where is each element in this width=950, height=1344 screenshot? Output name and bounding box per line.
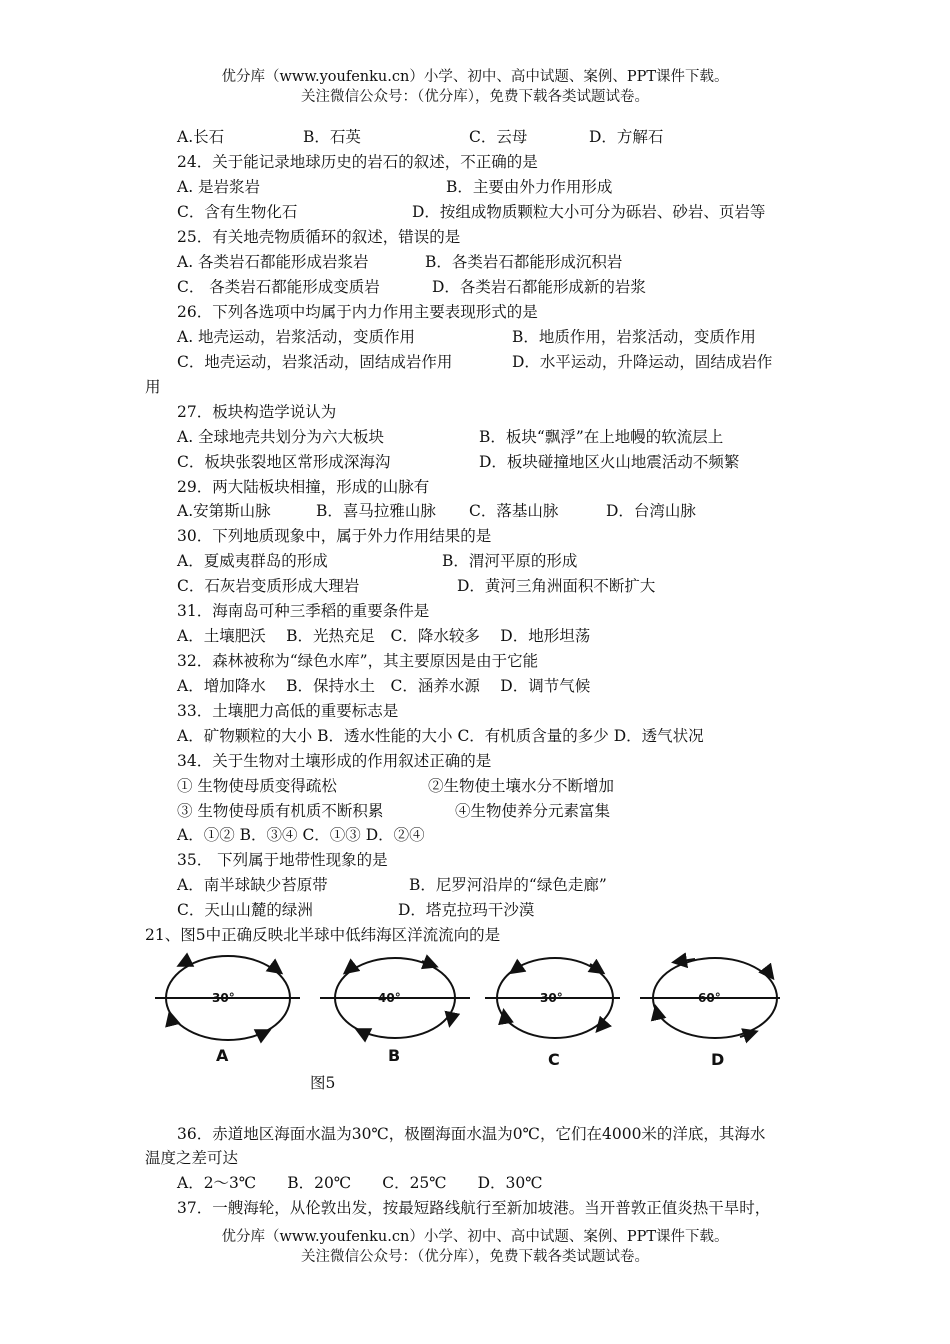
figure-caption: 图5 bbox=[310, 1074, 336, 1092]
statement-line: ③ 生物使母质有机质不断积累 bbox=[177, 802, 384, 820]
question-stem: 33．土壤肥力高低的重要标志是 bbox=[177, 702, 399, 720]
option-line: B．渭河平原的形成 bbox=[442, 552, 578, 570]
option-line: C．落基山脉 bbox=[469, 502, 559, 520]
option-line: D．黄河三角洲面积不断扩大 bbox=[457, 577, 656, 595]
footer-line-1: 优分库（www.youfenku.cn）小学、初中、高中试题、案例、PPT课件下载。 bbox=[221, 1229, 729, 1245]
header-line-1: 优分库（www.youfenku.cn）小学、初中、高中试题、案例、PPT课件下载。 bbox=[221, 69, 729, 85]
option-line: A．矿物颗粒的大小 B．透水性能的大小 C．有机质含量的多少 D．透气状况 bbox=[177, 727, 704, 745]
panel-label: D bbox=[711, 1050, 725, 1069]
question-stem: 31．海南岛可种三季稻的重要条件是 bbox=[177, 602, 430, 620]
ocean-current-figure bbox=[150, 952, 810, 1072]
option-line: B．主要由外力作用形成 bbox=[446, 178, 613, 196]
option-line: C．云母 bbox=[469, 128, 528, 146]
option-line-wrap: 用 bbox=[145, 378, 161, 396]
option-line: C． 各类岩石都能形成变质岩 bbox=[177, 278, 380, 296]
option-line: B．板块“飘浮”在上地幔的软流层上 bbox=[479, 428, 724, 446]
option-line: B．各类岩石都能形成沉积岩 bbox=[425, 253, 623, 271]
option-line: D．台湾山脉 bbox=[606, 502, 696, 520]
question-stem: 35． 下列属于地带性现象的是 bbox=[177, 851, 388, 869]
statement-line: ① 生物使母质变得疏松 bbox=[177, 777, 337, 795]
option-line: B．喜马拉雅山脉 bbox=[316, 502, 436, 520]
option-line: B．石英 bbox=[303, 128, 361, 146]
option-line: A. 全球地壳共划分为六大板块 bbox=[177, 428, 385, 446]
option-line: B．地质作用，岩浆活动，变质作用 bbox=[512, 328, 756, 346]
option-line: A. 地壳运动，岩浆活动，变质作用 bbox=[177, 328, 416, 346]
option-line: A．增加降水 B．保持水土 C．涵养水源 D．调节气候 bbox=[177, 677, 591, 695]
question-stem: 27．板块构造学说认为 bbox=[177, 403, 337, 421]
panel-label: A bbox=[216, 1046, 229, 1065]
header-line-2: 关注微信公众号：（优分库），免费下载各类试题试卷。 bbox=[301, 89, 649, 105]
question-stem: 24．关于能记录地球历史的岩石的叙述，不正确的是 bbox=[177, 153, 538, 171]
question-stem: 37．一艘海轮，从伦敦出发，按最短路线航行至新加坡港。当开普敦正值炎热干旱时， bbox=[177, 1199, 771, 1217]
statement-line: ②生物使土壤水分不断增加 bbox=[428, 777, 615, 795]
option-line: B．尼罗河沿岸的“绿色走廊” bbox=[409, 876, 607, 894]
statement-line: ④生物使养分元素富集 bbox=[455, 802, 611, 820]
option-line: A．南半球缺少苔原带 bbox=[177, 876, 328, 894]
question-stem: 21、图5中正确反映北半球中低纬海区洋流流向的是 bbox=[145, 926, 501, 944]
question-stem: 26．下列各选项中均属于内力作用主要表现形式的是 bbox=[177, 303, 538, 321]
question-stem: 25．有关地壳物质循环的叙述，错误的是 bbox=[177, 228, 461, 246]
option-line: A．①② B．③④ C．①③ D．②④ bbox=[177, 826, 425, 844]
option-line: C．地壳运动，岩浆活动，固结成岩作用 bbox=[177, 353, 453, 371]
option-line: A.安第斯山脉 bbox=[177, 502, 271, 520]
option-line: D．水平运动，升降运动，固结成岩作 bbox=[512, 353, 773, 371]
option-line: D．按组成物质颗粒大小可分为砾岩、砂岩、页岩等 bbox=[412, 203, 766, 221]
option-line: A．土壤肥沃 B．光热充足 C．降水较多 D．地形坦荡 bbox=[177, 627, 591, 645]
question-stem: 32．森林被称为“绿色水库”，其主要原因是由于它能 bbox=[177, 652, 539, 670]
footer-line-2: 关注微信公众号：（优分库），免费下载各类试题试卷。 bbox=[301, 1249, 649, 1265]
question-stem-wrap: 温度之差可达 bbox=[145, 1149, 239, 1167]
option-line: C．天山山麓的绿洲 bbox=[177, 901, 313, 919]
latitude-label: 30° bbox=[212, 991, 235, 1005]
question-stem: 34．关于生物对土壤形成的作用叙述正确的是 bbox=[177, 752, 492, 770]
panel-label: C bbox=[548, 1050, 560, 1069]
option-line: C．含有生物化石 bbox=[177, 203, 298, 221]
option-line: A．2～3℃ B．20℃ C．25℃ D．30℃ bbox=[177, 1174, 543, 1192]
option-line: D．塔克拉玛干沙漠 bbox=[398, 901, 535, 919]
option-line: A．夏威夷群岛的形成 bbox=[177, 552, 328, 570]
option-line: A.长石 bbox=[177, 128, 225, 146]
option-line: C．板块张裂地区常形成深海沟 bbox=[177, 453, 391, 471]
option-line: C．石灰岩变质形成大理岩 bbox=[177, 577, 360, 595]
question-stem: 29．两大陆板块相撞，形成的山脉有 bbox=[177, 478, 430, 496]
question-stem: 30．下列地质现象中，属于外力作用结果的是 bbox=[177, 527, 492, 545]
panel-label: B bbox=[388, 1046, 401, 1065]
option-line: D．板块碰撞地区火山地震活动不频繁 bbox=[479, 453, 740, 471]
option-line: D．方解石 bbox=[589, 128, 664, 146]
option-line: A. 各类岩石都能形成岩浆岩 bbox=[177, 253, 369, 271]
option-line: A. 是岩浆岩 bbox=[177, 178, 261, 196]
question-stem: 36．赤道地区海面水温为30℃，极圈海面水温为0℃，它们在4000米的洋底，其海水 bbox=[177, 1125, 766, 1143]
latitude-label: 60° bbox=[698, 991, 721, 1005]
option-line: D．各类岩石都能形成新的岩浆 bbox=[432, 278, 646, 296]
latitude-label: 30° bbox=[540, 991, 563, 1005]
latitude-label: 40° bbox=[378, 991, 401, 1005]
